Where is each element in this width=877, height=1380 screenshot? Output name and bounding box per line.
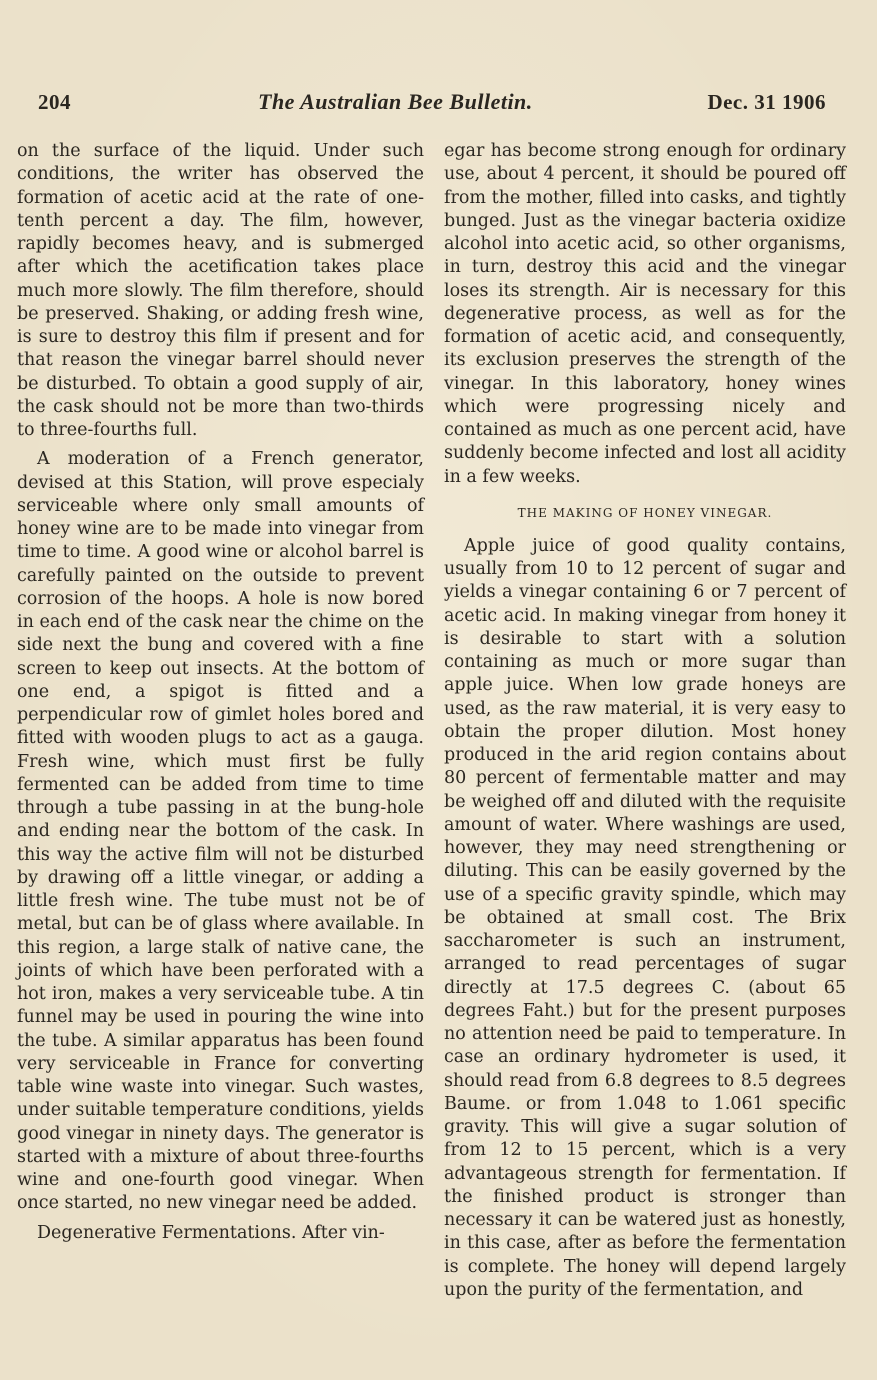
section-heading: THE MAKING OF HONEY VINEGAR. bbox=[517, 505, 773, 520]
paragraph: on the surface of the liquid. Under such conditions, the writer has observed the formation of acetic acid at the rate of one-tenth percent a day. The film, however, rapidly becomes heavy, and is submerged after which the acetification takes place much more slowly. The film therefore, should be preserved. Shaking, or adding fresh wine, is sure to destroy this film if present and for that reason the vinegar barrel should never be disturbed. To obtain a good supply of air, the cask should not be more than two-thirds to three-fourths full. bbox=[17, 141, 424, 440]
right-column bbox=[444, 140, 846, 1302]
paragraph: A moderation of a French generator, devised at this Station, will prove especialy serviceable where only small amounts of honey wine are to be made into vinegar from time to time. A good wine or alcohol barrel is carefully painted on the outside to prevent corrosion of the hoops. A hole is now bored in each end of the cask near the chime on the side next the bung and covered with a fine screen to keep out insects. At the bottom of one end, a spigot is fitted and a perpendicular row of gimlet holes bored and fitted with wooden plugs to act as a gauga. Fresh wine, which must first be fully fermented can be added from time to time through a tube passing in at the bung-hole and ending near the bottom of the cask. In this way the active film will not be disturbed by drawing off a little vinegar, or adding a little fresh wine. The tube must not be of metal, but can be of glass where available. In this region, a large stalk of native cane, the joints of which have been perforated with a hot iron, makes a very serviceable tube. A tin funnel may be used in pouring the wine into the tube. A similar apparatus has been found very serviceable in France for converting table wine waste into vinegar. Such wastes, under suitable temperature conditions, yields good vinegar in ninety days. The generator is started with a mixture of about three-fourths wine and one-fourth good vinegar. When once started, no new vinegar need be added. bbox=[17, 449, 424, 1214]
paragraph: Degenerative Fermentations. After vin- bbox=[37, 1222, 385, 1243]
paragraph: Apple juice of good quality contains, usually from 10 to 12 percent of sugar and yields a vinegar containing 6 or 7 percent of acetic acid. In making vinegar from honey it is desirable to start with a solution containing as much or more sugar than apple juice. When low grade honeys are used, as the raw material, it is very easy to obtain the proper dilution. Most honey produced in the arid region contains about 80 percent of fermentable matter and may be weighed off and diluted with the requisite amount of water. Where washings are used, however, they may need strengthening or diluting. This can be easily governed by the use of a specific gravity spindle, which may be obtained at small cost. The Brix saccharometer is such an instrument, arranged to read percentages of sugar directly at 17.5 degrees C. (about 65 degrees Faht.) but for the present purposes no attention need be paid to temperature. In case an ordinary hydrometer is used, it should read from 6.8 degrees to 8.5 degrees Baume. or from 1.048 to 1.061 specific gravity. This will give a sugar solution of from 12 to 15 percent, which is a very advantageous strength for fermentation. If the finished product is stronger than necessary it can be watered just as honestly, in this case, after as before the fermentation is complete. The honey will depend largely upon the purity of the fermentation, and bbox=[444, 535, 846, 1300]
running-header bbox=[38, 90, 826, 120]
paragraph: egar has become strong enough for ordinary use, about 4 percent, it should be poured off from the mother, filled into casks, and tightly bunged. Just as the vinegar bacteria oxidize alcohol into acetic acid, so other organisms, in turn, destroy this acid and the vinegar loses its strength. Air is necessary for this degenerative process, as well as for the formation of acetic acid, and consequently, its exclusion preserves the strength of the vinegar. In this laboratory, honey wines which were progressing nicely and contained as much as one percent acid, have suddenly become infected and lost all acidity in a few weeks. bbox=[444, 141, 846, 487]
journal-title: The Australian Bee Bulletin. bbox=[258, 89, 533, 114]
left-column bbox=[17, 140, 424, 1245]
issue-date: Dec. 31 1906 bbox=[707, 90, 826, 114]
page-number: 204 bbox=[38, 90, 71, 114]
